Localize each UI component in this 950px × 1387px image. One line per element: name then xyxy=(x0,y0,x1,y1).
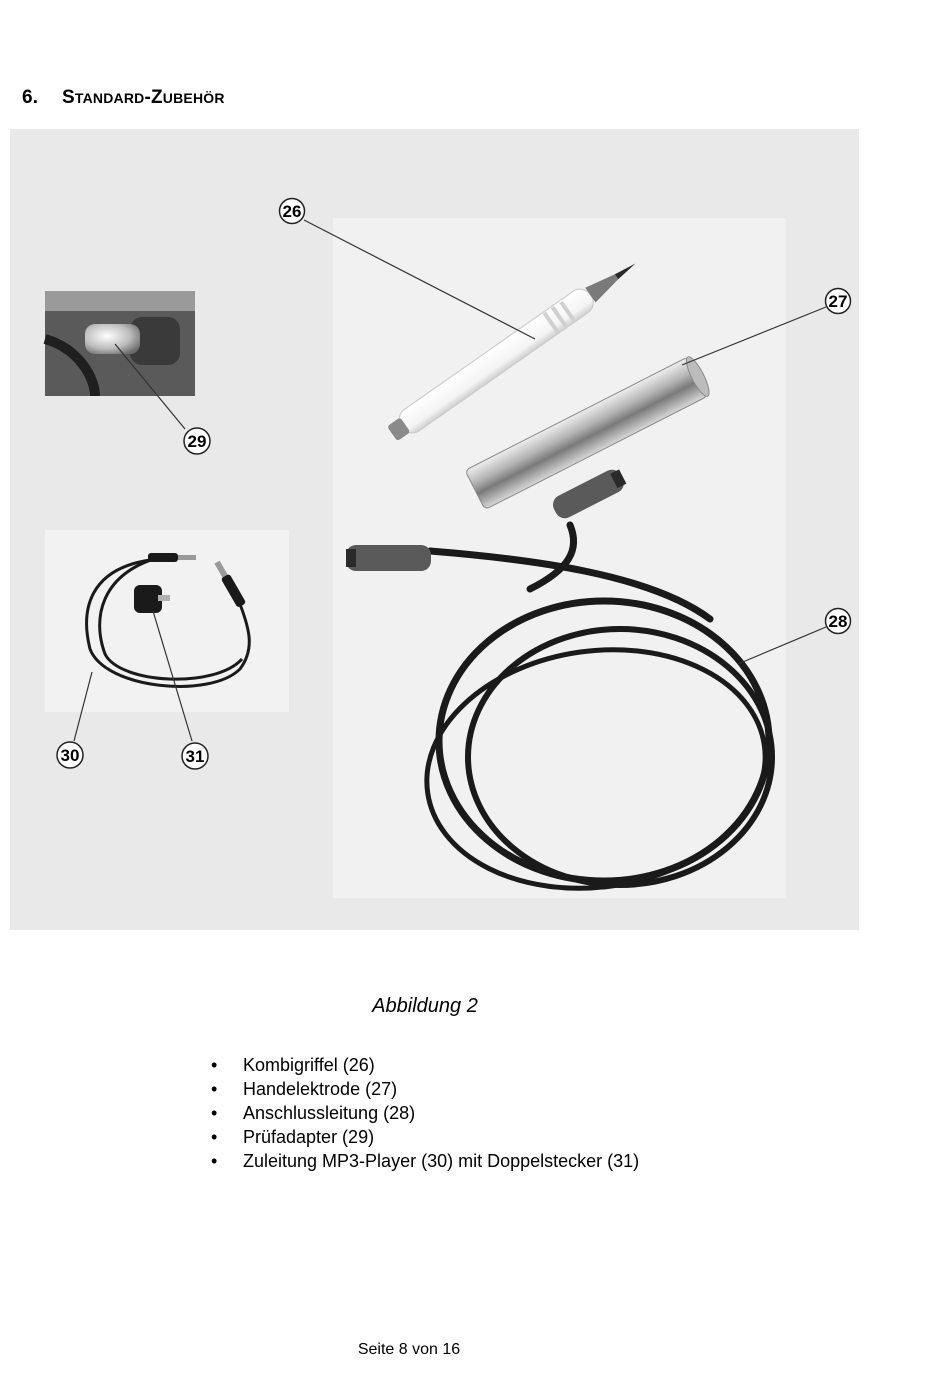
bullet: • xyxy=(211,1151,218,1171)
callout-29-label: 29 xyxy=(187,432,207,451)
adapter-photo xyxy=(45,291,195,396)
callout-31 xyxy=(182,743,208,769)
main-photo xyxy=(333,218,786,910)
callout-27-label: 27 xyxy=(828,292,848,311)
figure-drawing xyxy=(10,129,859,930)
bullet: • xyxy=(211,1055,218,1075)
callout-26 xyxy=(280,199,305,224)
callout-29 xyxy=(184,428,210,454)
callout-28 xyxy=(826,609,851,634)
section-heading xyxy=(22,87,225,109)
section-number: 6. xyxy=(22,87,39,108)
title-separator: - xyxy=(144,87,151,108)
bullet: • xyxy=(211,1103,218,1123)
callout-26-label: 26 xyxy=(282,202,302,221)
list-item-text: Kombigriffel (26) xyxy=(243,1055,375,1075)
mp3-cable-photo xyxy=(45,530,289,712)
title-part-tandard: TANDARD xyxy=(74,90,145,106)
callout-28-label: 28 xyxy=(828,612,848,631)
list-item xyxy=(205,1101,639,1125)
callout-31-label: 31 xyxy=(185,747,205,766)
callout-30-label: 30 xyxy=(60,746,80,765)
list-item-text: Handelektrode (27) xyxy=(243,1079,398,1099)
title-part-ubehoer: UBEHÖR xyxy=(162,90,225,106)
list-item xyxy=(205,1077,639,1101)
bullet: • xyxy=(211,1127,218,1147)
list-item xyxy=(205,1125,639,1149)
list-item-text: Anschlussleitung (28) xyxy=(243,1103,416,1123)
title-letter-z: Z xyxy=(150,87,163,108)
title-letter-s: S xyxy=(62,87,75,108)
bullet: • xyxy=(211,1079,218,1099)
list-item xyxy=(205,1149,639,1173)
page-footer: Seite 8 von 16 xyxy=(357,1341,461,1358)
accessories-figure xyxy=(10,129,859,930)
list-item xyxy=(205,1053,639,1077)
callout-30 xyxy=(57,742,83,768)
callout-27 xyxy=(826,289,851,314)
accessory-list xyxy=(205,1053,639,1173)
figure-caption: Abbildung 2 xyxy=(372,995,478,1017)
list-item-text: Prüfadapter (29) xyxy=(243,1127,375,1147)
list-item-text: Zuleitung MP3-Player (30) mit Doppelstecker (31) xyxy=(243,1151,640,1171)
